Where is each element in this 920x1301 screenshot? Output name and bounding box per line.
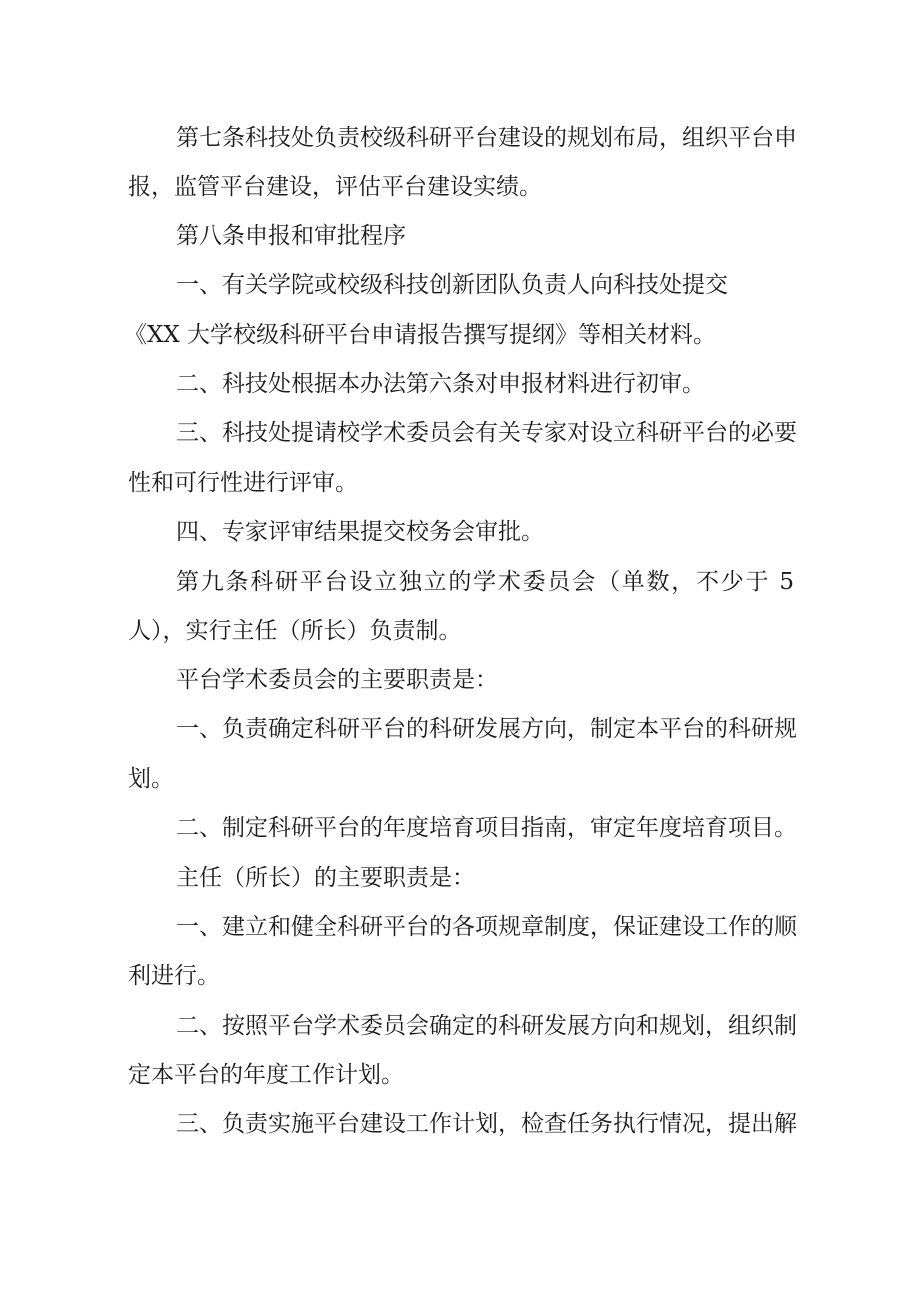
article-7-text-cont: 报，监管平台建设，评估平台建设实绩。 [128, 174, 542, 200]
article-8-item-3-cont: 性和可行性进行评审。 [128, 470, 358, 496]
article-8-item-4: 四、专家评审结果提交校务会审批。 [176, 519, 544, 545]
article-7-text: 第七条科技处负责校级科研平台建设的规划布局，组织平台申 [176, 125, 797, 151]
article-8-item-3: 三、科技处提请校学术委员会有关专家对设立科研平台的必要 [176, 420, 797, 446]
director-duty-3: 三、负责实施平台建设工作计划，检查任务执行情况，提出解 [176, 1111, 797, 1137]
director-duty-2-cont: 定本平台的年度工作计划。 [128, 1062, 404, 1088]
committee-duty-1-cont: 划。 [128, 766, 174, 792]
director-duty-1-cont: 利进行。 [128, 963, 220, 989]
article-8-item-1-cont: 《XX 大学校级科研平台申请报告撰写提纲》等相关材料。 [124, 322, 717, 348]
director-duty-2: 二、按照平台学术委员会确定的科研发展方向和规划，组织制 [176, 1013, 797, 1039]
director-duty-1: 一、建立和健全科研平台的各项规章制度，保证建设工作的顺 [176, 914, 797, 940]
article-8-item-2: 二、科技处根据本办法第六条对申报材料进行初审。 [176, 371, 705, 397]
article-8-item-1: 一、有关学院或校级科技创新团队负责人向科技处提交 [176, 272, 728, 298]
article-8-heading: 第八条申报和审批程序 [176, 223, 406, 249]
article-9-text-cont: 人），实行主任（所长）负责制。 [128, 618, 462, 644]
committee-duties-heading: 平台学术委员会的主要职责是： [176, 667, 498, 693]
article-9-text: 第九条科研平台设立独立的学术委员会（单数，不少于 5 [176, 569, 794, 595]
director-duties-heading: 主任（所长）的主要职责是： [176, 865, 475, 891]
committee-duty-1: 一、负责确定科研平台的科研发展方向，制定本平台的科研规 [176, 716, 797, 742]
committee-duty-2: 二、制定科研平台的年度培育项目指南，审定年度培育项目。 [176, 815, 797, 841]
